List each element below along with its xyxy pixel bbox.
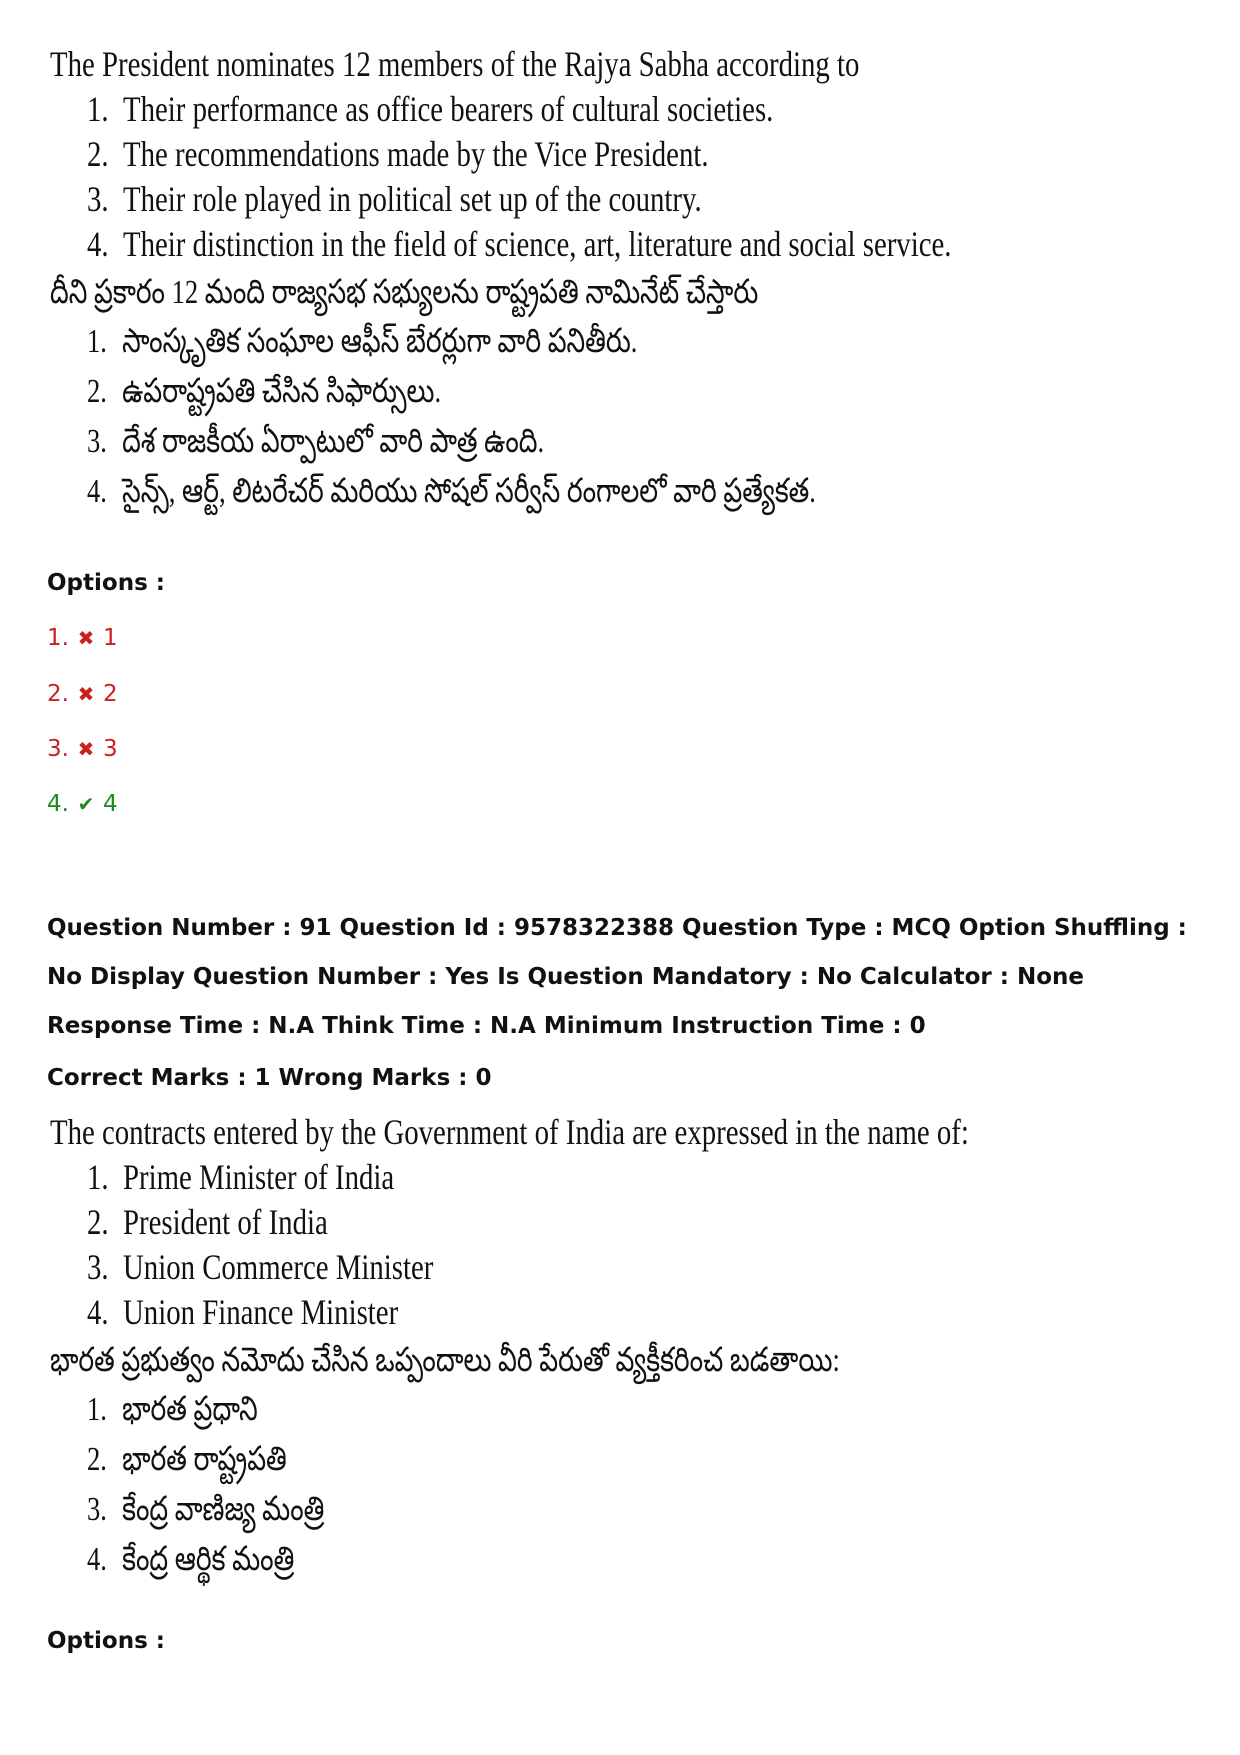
check-icon: ✔ bbox=[77, 792, 95, 816]
list-item: 3. Their role played in political set up of the country. bbox=[87, 179, 702, 219]
list-item: 4. సైన్స్, ఆర్ట్, లిటరేచర్ మరియు సోషల్ సర్వీస్ రంగాలలో వారి ప్రత్యేకత. bbox=[87, 473, 816, 510]
options-label: Options : bbox=[47, 1628, 165, 1654]
question-91-image bbox=[50, 1110, 1199, 1585]
question-meta: Question Number : 91 Question Id : 9578322388 Question Type : MCQ Option Shuffling : No Display Question Number : Yes Is Question Mandatory : No Calculator : None Response Time : N.A Think Time : N.A Minimum Instruction Time : 0 bbox=[47, 915, 1187, 1039]
list-item: 2. The recommendations made by the Vice President. bbox=[87, 134, 709, 174]
option-4: 4. ✔ 4 bbox=[47, 791, 118, 817]
list-item: 1. Prime Minister of India bbox=[87, 1157, 395, 1197]
question-90-image bbox=[50, 42, 1168, 517]
list-item: 1. Their performance as office bearers of cultural societies. bbox=[87, 89, 774, 129]
list-item: 3. దేశ రాజకీయ ఏర్పాటులో వారి పాత్ర ఉంది. bbox=[87, 423, 545, 460]
question-stem-en: The contracts entered by the Government of India are expressed in the name of: bbox=[50, 1112, 969, 1152]
question-stem-te: దీని ప్రకారం 12 మంది రాజ్యసభ సభ్యులను రాష్ట్రపతి నామినేట్ చేస్తారు bbox=[50, 274, 759, 311]
marks-info: Correct Marks : 1 Wrong Marks : 0 bbox=[47, 1065, 492, 1091]
option-1: 1. ✖ 1 bbox=[47, 625, 118, 651]
cross-icon: ✖ bbox=[77, 737, 95, 761]
item-list-te bbox=[87, 1385, 1199, 1585]
list-item: 4. Union Finance Minister bbox=[87, 1292, 399, 1332]
option-3: 3. ✖ 3 bbox=[47, 736, 118, 762]
question-stem-te: భారత ప్రభుత్వం నమోదు చేసిన ఒప్పందాలు వీరి పేరుతో వ్యక్తీకరించ బడతాయి: bbox=[50, 1342, 840, 1379]
list-item: 2. భారత రాష్ట్రపతి bbox=[87, 1441, 287, 1478]
cross-icon: ✖ bbox=[77, 682, 95, 706]
list-item: 1. సాంస్కృతిక సంఘాల ఆఫీస్ బేరర్లుగా వారి పనితీరు. bbox=[87, 323, 638, 360]
list-item: 1. భారత ప్రధాని bbox=[87, 1391, 258, 1428]
item-list-en bbox=[87, 87, 1168, 267]
list-item: 2. ఉపరాష్ట్రపతి చేసిన సిఫార్సులు. bbox=[87, 373, 442, 410]
list-item: 4. Their distinction in the field of science, art, literature and social service. bbox=[87, 224, 952, 264]
list-item: 2. President of India bbox=[87, 1202, 328, 1242]
list-item: 4. కేంద్ర ఆర్థిక మంత్రి bbox=[87, 1541, 295, 1578]
item-list-te bbox=[87, 317, 1168, 517]
list-item: 3. కేంద్ర వాణిజ్య మంత్రి bbox=[87, 1491, 325, 1528]
cross-icon: ✖ bbox=[77, 626, 95, 650]
option-2: 2. ✖ 2 bbox=[47, 681, 118, 707]
options-label: Options : bbox=[47, 570, 165, 596]
item-list-en bbox=[87, 1155, 1199, 1335]
question-stem-en: The President nominates 12 members of the Rajya Sabha according to bbox=[50, 44, 860, 84]
list-item: 3. Union Commerce Minister bbox=[87, 1247, 434, 1287]
